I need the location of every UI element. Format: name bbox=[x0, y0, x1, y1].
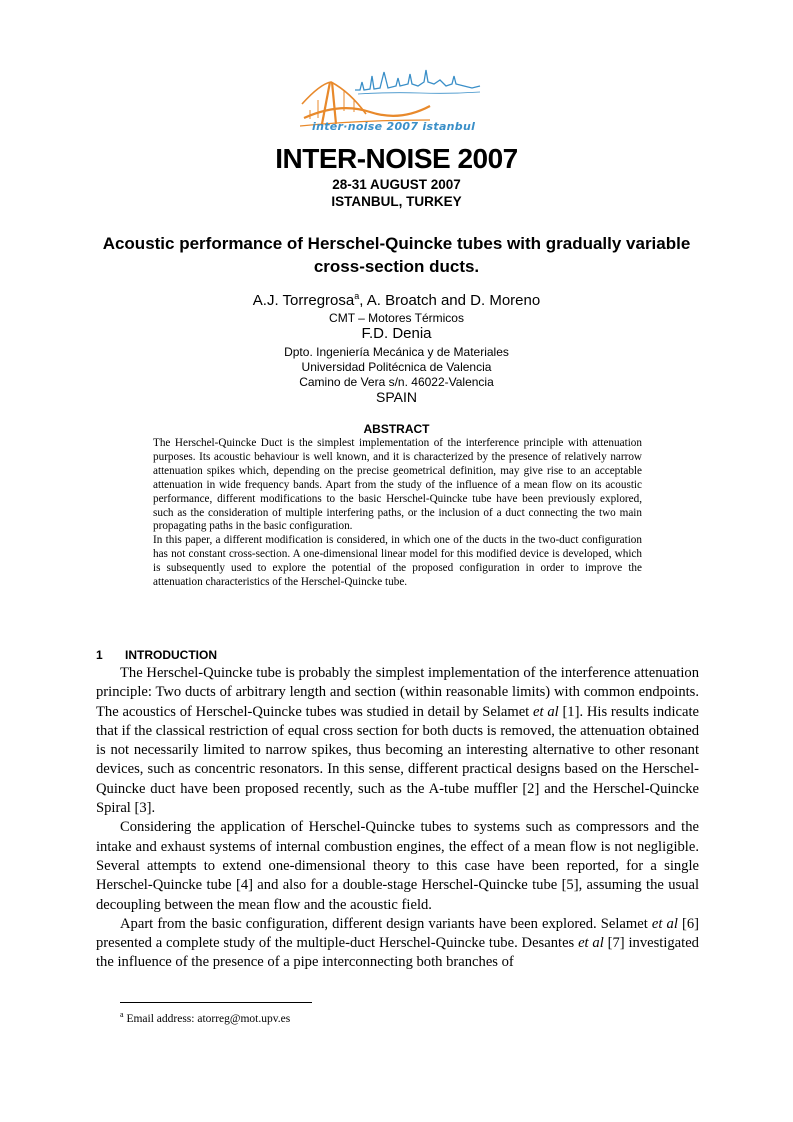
footnote-text: Email address: atorreg@mot.upv.es bbox=[123, 1012, 291, 1025]
logo-caption: inter·noise 2007 istanbul bbox=[312, 120, 476, 133]
body-paragraph: Apart from the basic configuration, different design variants have been explored. Selamet et al [6] presented a complete study of the multiple-duct Herschel-Quincke tube. Desantes et al [7] investigated the influence of the presence of a pipe interconnecting both branches of bbox=[96, 915, 699, 971]
author-name: A.J. Torregrosa bbox=[252, 292, 355, 309]
affiliation-2-line: Camino de Vera s/n. 46022-Valencia bbox=[299, 375, 494, 389]
abstract-paragraph: The Herschel-Quincke Duct is the simplest implementation of the interference principle with attenuation purposes. Its acoustic behaviour is well known, and it is characterized by the presence of relatively narrow attenuation spikes which, depending on the precise geometrical definition, may give rise to an acceptable attenuation in wide frequency bands. Apart from the study of the influence of a mean flow on its acoustic performance, different modifications to the basic Herschel-Quincke tube have been previously explored, such as the consideration of multiple interfering paths, or the inclusion of a duct connecting the two main propagating paths in the basic configuration. bbox=[153, 437, 642, 533]
conference-date: 28-31 AUGUST 2007 bbox=[332, 177, 461, 192]
section-title: INTRODUCTION bbox=[125, 648, 217, 662]
abstract-paragraph: In this paper, a different modification is considered, in which one of the ducts in the two-duct configuration has not constant cross-section. A one-dimensional linear model for this modified device is developed, which is subsequently used to explore the potential of the proposed configuration in order to improve the attenuation characteristics of the Herschel-Quincke tube. bbox=[153, 534, 642, 589]
footnote bbox=[120, 1010, 290, 1025]
affiliation-2-line: Dpto. Ingeniería Mecánica y de Materiales bbox=[284, 345, 509, 359]
coauthors: , A. Broatch and D. Moreno bbox=[359, 292, 541, 309]
conference-place: ISTANBUL, TURKEY bbox=[331, 194, 462, 209]
section-body bbox=[96, 664, 699, 973]
conference-title: INTER-NOISE 2007 bbox=[275, 143, 518, 174]
section-heading bbox=[96, 648, 217, 662]
abstract-heading: ABSTRACT bbox=[363, 422, 430, 436]
country: SPAIN bbox=[376, 389, 417, 405]
section-number: 1 bbox=[96, 648, 103, 662]
author-line-1 bbox=[0, 291, 793, 309]
footnote-marker: a bbox=[354, 291, 360, 301]
body-paragraph: The Herschel-Quincke tube is probably the simplest implementation of the interference attenuation principle: Two ducts of arbitrary length and section (within reasonable limits) with common endpoints. The acoustics of Herschel-Quincke tubes was studied in detail by Selamet et al [1]. His results indicate that if the classical restriction of equal cross section for both ducts is removed, the attenuation obtained is not necessarily limited to narrow spikes, thus becoming an interesting alternative to other resonant devices, such as concentric resonators. In this sense, different practical designs based on the Herschel-Quincke duct have been proposed recently, such as the A-tube muffler [2] and the Herschel-Quincke Spiral [3]. bbox=[96, 665, 699, 817]
affiliation-2-line: Universidad Politécnica de Valencia bbox=[301, 360, 492, 374]
affiliation-1: CMT – Motores Térmicos bbox=[329, 311, 464, 325]
footnote-mark: a bbox=[120, 1010, 124, 1019]
footnote-rule bbox=[120, 1002, 312, 1003]
author-line-2: F.D. Denia bbox=[361, 325, 432, 342]
abstract-body bbox=[153, 437, 642, 590]
paper-title: Acoustic performance of Herschel-Quincke tubes with gradually variable cross-section ducts. bbox=[102, 234, 691, 276]
skyline-graphic bbox=[355, 70, 480, 94]
body-paragraph: Considering the application of Herschel-Quincke tubes to systems such as compressors and the intake and exhaust systems of internal combustion engines, the effect of a mean flow is not negligible. Several attempts to extend one-dimensional theory to this case have been reported, for a single Herschel-Quincke tube [4] and also for a double-stage Herschel-Quincke tube [5], assuming the usual decoupling between the mean flow and the acoustic field. bbox=[96, 819, 699, 913]
